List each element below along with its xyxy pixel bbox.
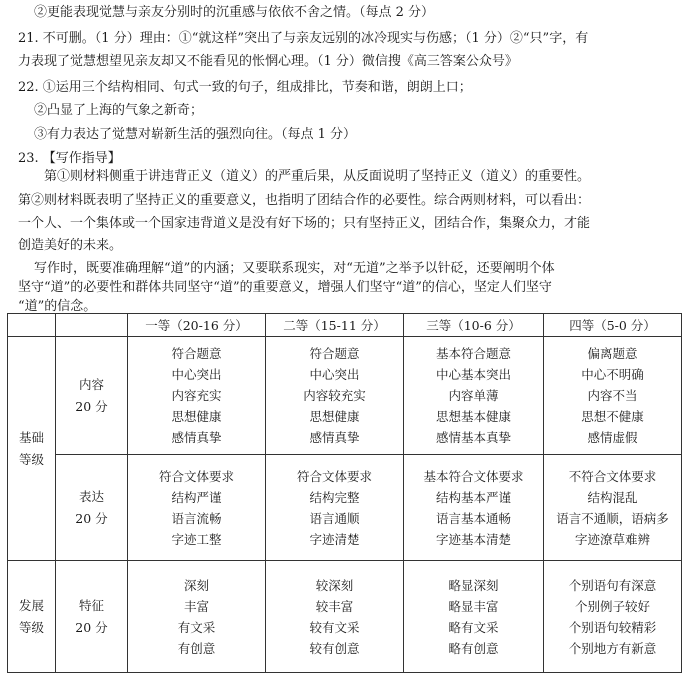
- rubric-corner-cell: [8, 314, 56, 337]
- basic-level-label: 基础 等级: [8, 337, 56, 561]
- scoring-rubric-table: [7, 313, 682, 673]
- rubric-header-row: [8, 314, 682, 337]
- q21-line-2: 力表现了觉慧想望见亲友却又不能看见的怅惘心理。（1 分）微信搜《高三答案公众号》: [18, 54, 518, 69]
- expression-grade-3: 基本符合文体要求 结构基本严谨 语言基本通畅 字迹基本清楚: [404, 455, 544, 561]
- feature-grade-2: 较深刻 较丰富 较有文采 较有创意: [266, 561, 404, 673]
- q23-paragraph-2: 第②则材料既表明了坚持正义的重要意义，也指明了团结合作的必要性。综合两则材料，可以看出：: [18, 193, 591, 208]
- content-criterion-label: 内容 20 分: [56, 337, 128, 455]
- q22-line-1: 22. ①运用三个结构相同、句式一致的句子，组成排比，节奏和谐，朗朗上口；: [18, 80, 472, 95]
- q23-paragraph-7: “道”的信念。: [18, 299, 97, 314]
- feature-criterion-label: 特征 20 分: [56, 561, 128, 673]
- content-grade-2: 符合题意 中心突出 内容较充实 思想健康 感情真挚: [266, 337, 404, 455]
- grade-header: 四等（5-0 分）: [544, 314, 682, 337]
- q22-line-3: ③有力表达了觉慧对崭新生活的强烈向往。（每点 1 分）: [34, 127, 357, 142]
- feature-grade-1: 深刻 丰富 有文采 有创意: [128, 561, 266, 673]
- q22-line-2: ②凸显了上海的气象之新奇；: [34, 103, 204, 118]
- q23-paragraph-6: 坚守“道”的必要性和群体共同坚守“道”的重要意义，增强人们坚守“道”的信心，坚定人们坚守: [18, 280, 552, 295]
- expression-grade-4: 不符合文体要求 结构混乱 语言不通顺，语病多 字迹潦草难辨: [544, 455, 682, 561]
- content-grade-4: 偏离题意 中心不明确 内容不当 思想不健康 感情虚假: [544, 337, 682, 455]
- expression-grade-2: 符合文体要求 结构完整 语言通顺 字迹清楚: [266, 455, 404, 561]
- q20-point-2: ②更能表现觉慧与亲友分别时的沉重感与依依不舍之情。（每点 2 分）: [34, 5, 435, 20]
- expression-criterion-label: 表达 20 分: [56, 455, 128, 561]
- feature-row: [8, 561, 682, 673]
- grade-header: 二等（15-11 分）: [266, 314, 404, 337]
- grade-header: 一等（20-16 分）: [128, 314, 266, 337]
- q23-heading: 23. 【写作指导】: [18, 151, 121, 166]
- feature-grade-3: 略显深刻 略显丰富 略有文采 略有创意: [404, 561, 544, 673]
- content-grade-3: 基本符合题意 中心基本突出 内容单薄 思想基本健康 感情基本真挚: [404, 337, 544, 455]
- grade-header: 三等（10-6 分）: [404, 314, 544, 337]
- q23-paragraph-3: 一个人、一个集体或一个国家违背道义是没有好下场的；只有坚持正义，团结合作，集聚众力，才能: [18, 216, 591, 231]
- q23-paragraph-5: 写作时，既要准确理解“道”的内涵；又要联系现实，对“无道”之举予以针砭，还要阐明个体: [34, 261, 555, 276]
- rubric-corner-cell: [56, 314, 128, 337]
- expression-grade-1: 符合文体要求 结构严谨 语言流畅 字迹工整: [128, 455, 266, 561]
- content-row: [8, 337, 682, 455]
- q21-line-1: 21. 不可删。（1 分）理由：①“就这样”突出了与亲友远别的冰冷现实与伤感；（1 分）②“只”字，有: [18, 31, 589, 46]
- expression-row: [8, 455, 682, 561]
- q23-paragraph-1: 第①则材料侧重于讲违背正义（道义）的严重后果，从反面说明了坚持正义（道义）的重要性。: [44, 169, 591, 184]
- development-level-label: 发展 等级: [8, 561, 56, 673]
- feature-grade-4: 个别语句有深意 个别例子较好 个别语句较精彩 个别地方有新意: [544, 561, 682, 673]
- content-grade-1: 符合题意 中心突出 内容充实 思想健康 感情真挚: [128, 337, 266, 455]
- q23-paragraph-4: 创造美好的未来。: [18, 238, 123, 253]
